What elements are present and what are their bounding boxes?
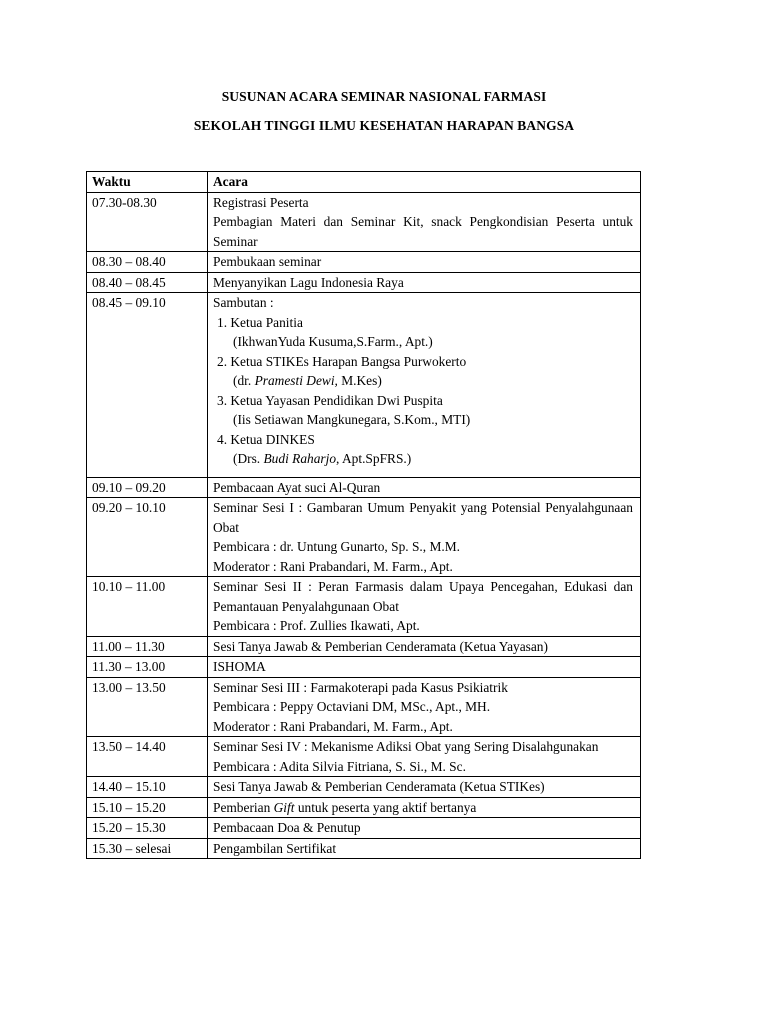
row-event: [208, 838, 641, 859]
speaker-detail: (Iis Setiawan Mangkunegara, S.Kom., MTI): [233, 412, 471, 427]
table-header-row: [87, 172, 641, 193]
event-line: Seminar Sesi IV : Mekanisme Adiksi Obat yang Sering Disalahgunakan: [213, 739, 599, 754]
row-time: 09.20 – 10.10: [87, 498, 208, 577]
row-time: 15.10 – 15.20: [87, 797, 208, 818]
row-event: [208, 797, 641, 818]
event-line: Moderator : Rani Prabandari, M. Farm., Apt.: [213, 558, 453, 574]
row-event: [208, 577, 641, 637]
table-row: [87, 737, 641, 777]
event-line: ISHOMA: [213, 659, 266, 674]
table-row: [87, 636, 641, 657]
header-event: Acara: [208, 172, 641, 193]
event-line: Pembicara : Peppy Octaviani DM, MSc., Apt., MH.: [213, 699, 491, 714]
row-event: [208, 737, 641, 777]
table-row: [87, 293, 641, 478]
row-time: 08.45 – 09.10: [87, 293, 208, 478]
speaker-detail: (dr. Pramesti Dewi, M.Kes): [233, 373, 382, 388]
event-line: Pengambilan Sertifikat: [213, 840, 337, 856]
row-time: 14.40 – 15.10: [87, 777, 208, 798]
table-row: [87, 677, 641, 737]
event-line: Registrasi Peserta: [213, 194, 309, 210]
row-time: 13.50 – 14.40: [87, 737, 208, 777]
event-line: Moderator : Rani Prabandari, M. Farm., Apt.: [213, 718, 453, 734]
event-line: Pembagian Materi dan Seminar Kit, snack Pengkondisian Peserta untuk Seminar: [213, 214, 633, 249]
event-line: Pembicara : Prof. Zullies Ikawati, Apt.: [213, 618, 420, 633]
row-time: 11.30 – 13.00: [87, 657, 208, 678]
event-line: Pembicara : Adita Silvia Fitriana, S. Si., M. Sc.: [213, 758, 466, 774]
event-line: Seminar Sesi II : Peran Farmasis dalam Upaya Pencegahan, Edukasi dan Pemantauan Penyalahgunaan Obat: [213, 579, 633, 614]
table-row: [87, 777, 641, 798]
row-time: 15.30 – selesai: [87, 838, 208, 859]
row-event: [208, 636, 641, 657]
row-event: [208, 252, 641, 273]
event-line: Seminar Sesi III : Farmakoterapi pada Kasus Psikiatrik: [213, 679, 508, 695]
row-event: [208, 657, 641, 678]
row-time: 08.40 – 08.45: [87, 272, 208, 293]
table-row: [87, 818, 641, 839]
row-event: [208, 818, 641, 839]
row-time: 15.20 – 15.30: [87, 818, 208, 839]
row-event: [208, 272, 641, 293]
table-row: [87, 498, 641, 577]
document-title: SUSUNAN ACARA SEMINAR NASIONAL FARMASI: [221, 89, 547, 104]
row-event: [208, 677, 641, 737]
row-time: 07.30-08.30: [87, 192, 208, 252]
event-line: Menyanyikan Lagu Indonesia Raya: [213, 274, 404, 290]
row-time: 10.10 – 11.00: [87, 577, 208, 637]
table-row: [87, 477, 641, 498]
row-time: 13.00 – 13.50: [87, 677, 208, 737]
speaker-detail: (IkhwanYuda Kusuma,S.Farm., Apt.): [233, 334, 433, 349]
speaker-label: 3. Ketua Yayasan Pendidikan Dwi Puspita: [217, 392, 443, 408]
row-time: 11.00 – 11.30: [87, 636, 208, 657]
event-line: Sesi Tanya Jawab & Pemberian Cenderamata (Ketua STIKes): [213, 779, 545, 794]
row-time: 09.10 – 09.20: [87, 477, 208, 498]
header-time: Waktu: [87, 172, 208, 193]
speaker-label: 4. Ketua DINKES: [217, 431, 315, 447]
document-subtitle: SEKOLAH TINGGI ILMU KESEHATAN HARAPAN BANGSA: [193, 118, 575, 133]
row-event: [208, 192, 641, 252]
event-line: Sambutan :: [213, 295, 274, 310]
event-line: Pembicara : dr. Untung Gunarto, Sp. S., M.M.: [213, 539, 460, 554]
table-row: [87, 838, 641, 859]
table-row: [87, 252, 641, 273]
table-row: [87, 577, 641, 637]
table-row: [87, 657, 641, 678]
event-line: Pemberian Gift untuk peserta yang aktif bertanya: [213, 799, 477, 815]
speaker-detail: (Drs. Budi Raharjo, Apt.SpFRS.): [233, 451, 412, 466]
speaker-label: 2. Ketua STIKEs Harapan Bangsa Purwokerto: [217, 353, 467, 369]
event-line: Pembacaan Ayat suci Al-Quran: [213, 479, 381, 495]
row-time: 08.30 – 08.40: [87, 252, 208, 273]
event-line: Sesi Tanya Jawab & Pemberian Cenderamata (Ketua Yayasan): [213, 638, 548, 654]
row-event: [208, 498, 641, 577]
event-line: Pembukaan seminar: [213, 254, 322, 269]
speaker-label: 1. Ketua Panitia: [217, 314, 303, 330]
row-event: [208, 777, 641, 798]
table-row: [87, 797, 641, 818]
event-line: Pembacaan Doa & Penutup: [213, 820, 361, 835]
table-row: [87, 272, 641, 293]
row-event: [208, 477, 641, 498]
event-line: Seminar Sesi I : Gambaran Umum Penyakit yang Potensial Penyalahgunaan Obat: [213, 500, 633, 535]
row-event: [208, 293, 641, 478]
table-row: [87, 192, 641, 252]
schedule-table: [86, 171, 641, 859]
